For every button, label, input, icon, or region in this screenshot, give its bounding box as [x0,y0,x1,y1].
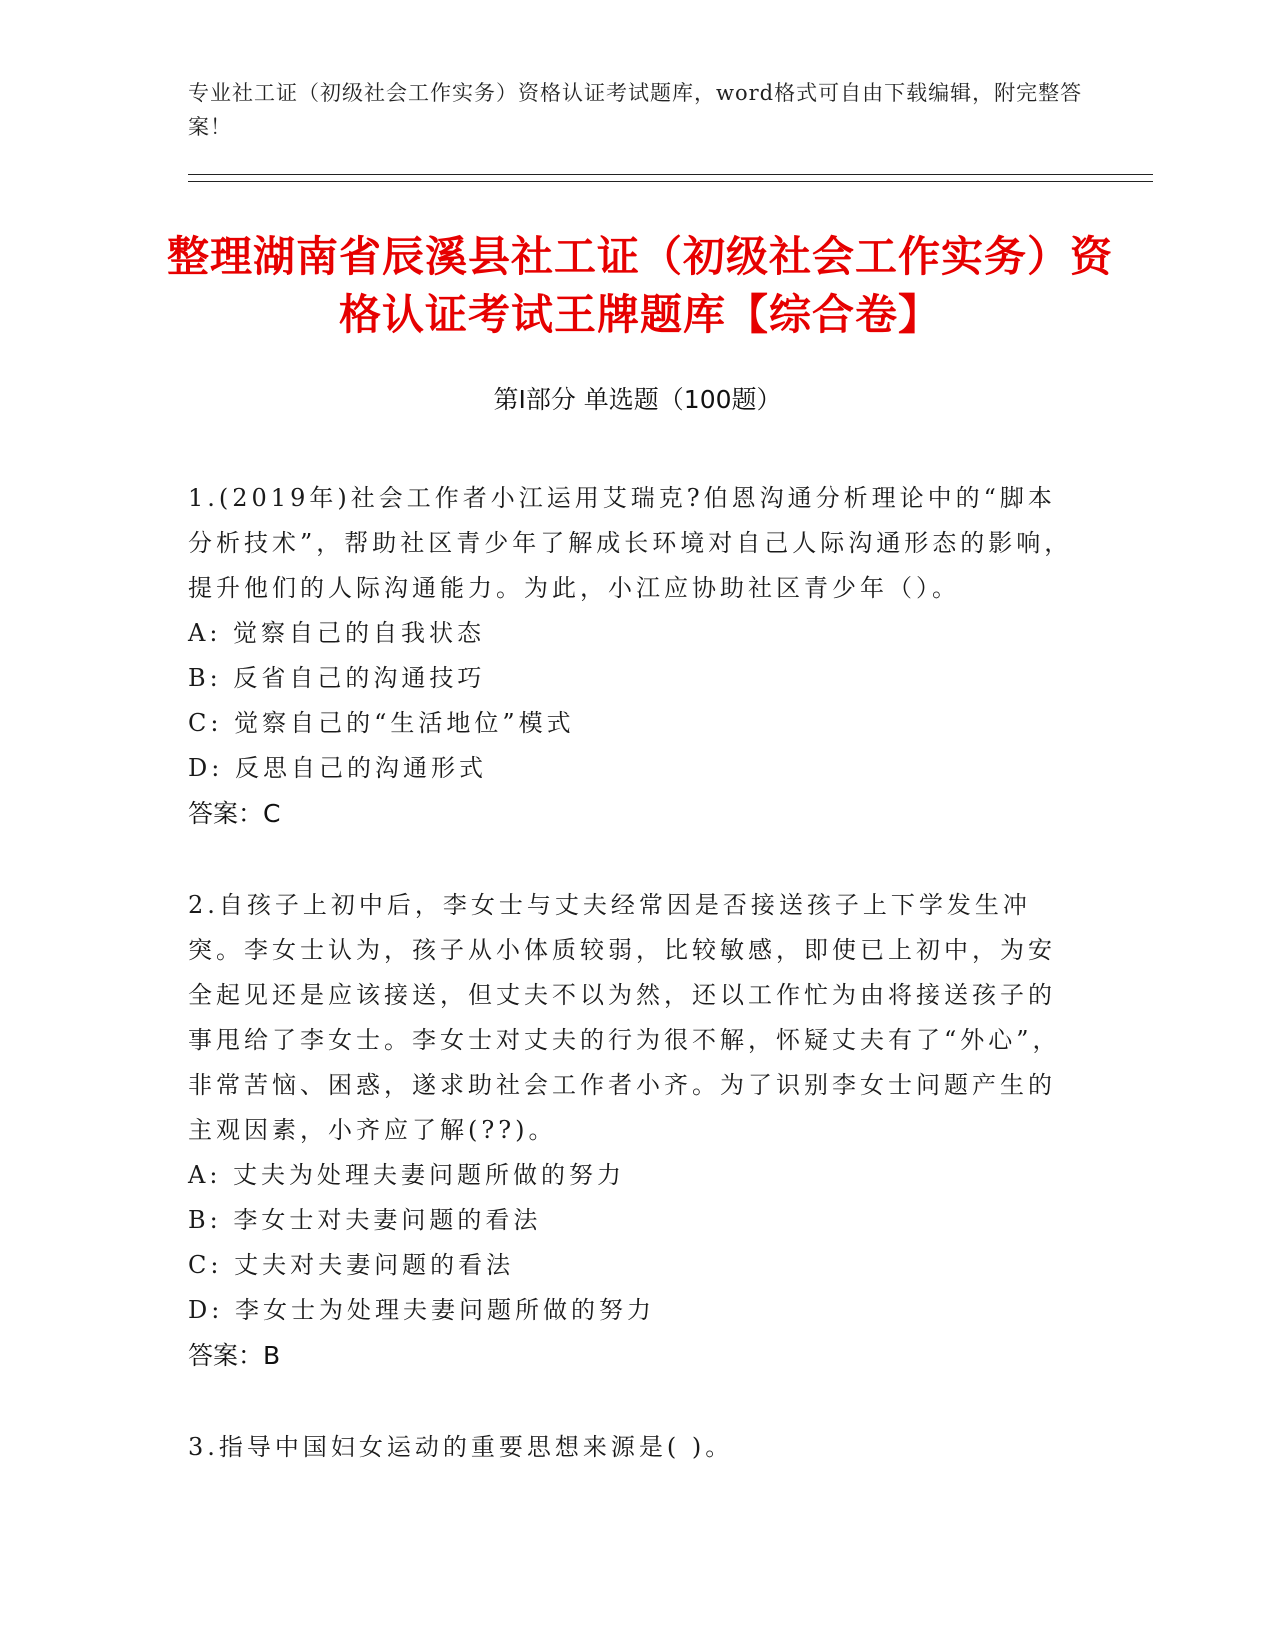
question-1 [188,476,1078,837]
question-text: 3.指导中国妇女运动的重要思想来源是( )。 [188,1433,734,1461]
section-title: 第Ⅰ部分 单选题（100题） [493,385,782,414]
option-d: D: 反思自己的沟通形式 [188,754,487,782]
option-d: D: 李女士为处理夫妻问题所做的努力 [188,1296,655,1324]
header-note: 专业社工证（初级社会工作实务）资格认证考试题库，word格式可自由下载编辑，附完整答案！ [188,81,1083,139]
answer: 答案：C [188,799,281,828]
header-divider-bottom [188,181,1153,182]
option-b: B: 反省自己的沟通技巧 [188,664,486,692]
option-a: A: 丈夫为处理夫妻问题所做的努力 [188,1161,626,1189]
answer: 答案：B [188,1341,281,1370]
option-b: B: 李女士对夫妻问题的看法 [188,1206,542,1234]
document-title: 整理湖南省辰溪县社工证（初级社会工作实务）资格认证考试王牌题库【综合卷】 [166,232,1113,339]
question-3 [188,1425,1078,1470]
question-text: 2.自孩子上初中后，李女士与丈夫经常因是否接送孩子上下学发生冲突。李女士认为，孩子从小体质较弱，比较敏感，即使已上初中，为安全起见还是应该接送，但丈夫不以为然，还以工作忙为由将接送孩子的事甩给了李女士。李女士对丈夫的行为很不解，怀疑丈夫有了“外心”，非常苦恼、困惑，遂求助社会工作者小齐。为了识别李女士问题产生的主观因素，小齐应了解(??)。 [188,891,1061,1144]
option-a: A: 觉察自己的自我状态 [188,619,486,647]
question-text: 1.(2019年)社会工作者小江运用艾瑞克?伯恩沟通分析理论中的“脚本分析技术”，帮助社区青少年了解成长环境对自己人际沟通形态的影响，提升他们的人际沟通能力。为此，小江应协助社区青少年（）。 [188,484,1073,602]
option-c: C: 丈夫对夫妻问题的看法 [188,1251,515,1279]
question-2 [188,883,1078,1379]
option-c: C: 觉察自己的“生活地位”模式 [188,709,575,737]
header-divider-top [188,174,1153,175]
question-list [188,476,1078,1516]
